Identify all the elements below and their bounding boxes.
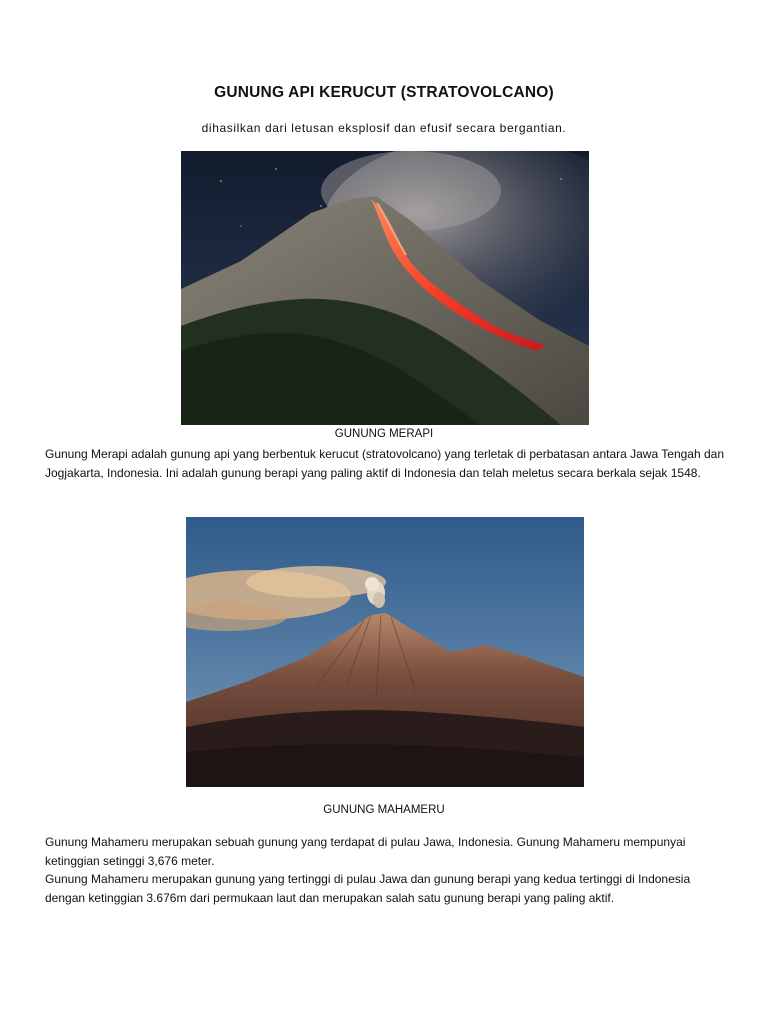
merapi-photo: [181, 151, 589, 425]
merapi-paragraph: Gunung Merapi adalah gunung api yang berbentuk kerucut (stratovolcano) yang terletak di perbatasan antara Jawa Tengah dan Jogjakarta, Indonesia. Ini adalah gunung berapi yang paling aktif di Indonesia dan telah meletus secara berkala sejak 1548.: [45, 447, 724, 480]
merapi-caption: GUNUNG MERAPI: [334, 428, 434, 440]
document-subtitle: dihasilkan dari letusan eksplosif dan efusif secara bergantian.: [201, 121, 567, 135]
mahameru-photo: [186, 517, 584, 787]
mahameru-paragraph-2: Gunung Mahameru merupakan gunung yang tertinggi di pulau Jawa dan gunung berapi yang kedua tertinggi di Indonesia dengan ketinggian 3.676m dari permukaan laut dan merupakan salah satu gunung berapi yang paling aktif.: [45, 872, 691, 905]
merapi-illustration: [181, 151, 589, 425]
mahameru-caption: GUNUNG MAHAMERU: [323, 804, 445, 816]
mahameru-paragraph-1: Gunung Mahameru merupakan sebuah gunung yang terdapat di pulau Jawa, Indonesia. Gunung Mahameru mempunyai ketinggian setinggi 3,676 meter.: [45, 835, 686, 868]
mahameru-illustration: [186, 517, 584, 787]
document-title: GUNUNG API KERUCUT (STRATOVOLCANO): [214, 84, 554, 101]
